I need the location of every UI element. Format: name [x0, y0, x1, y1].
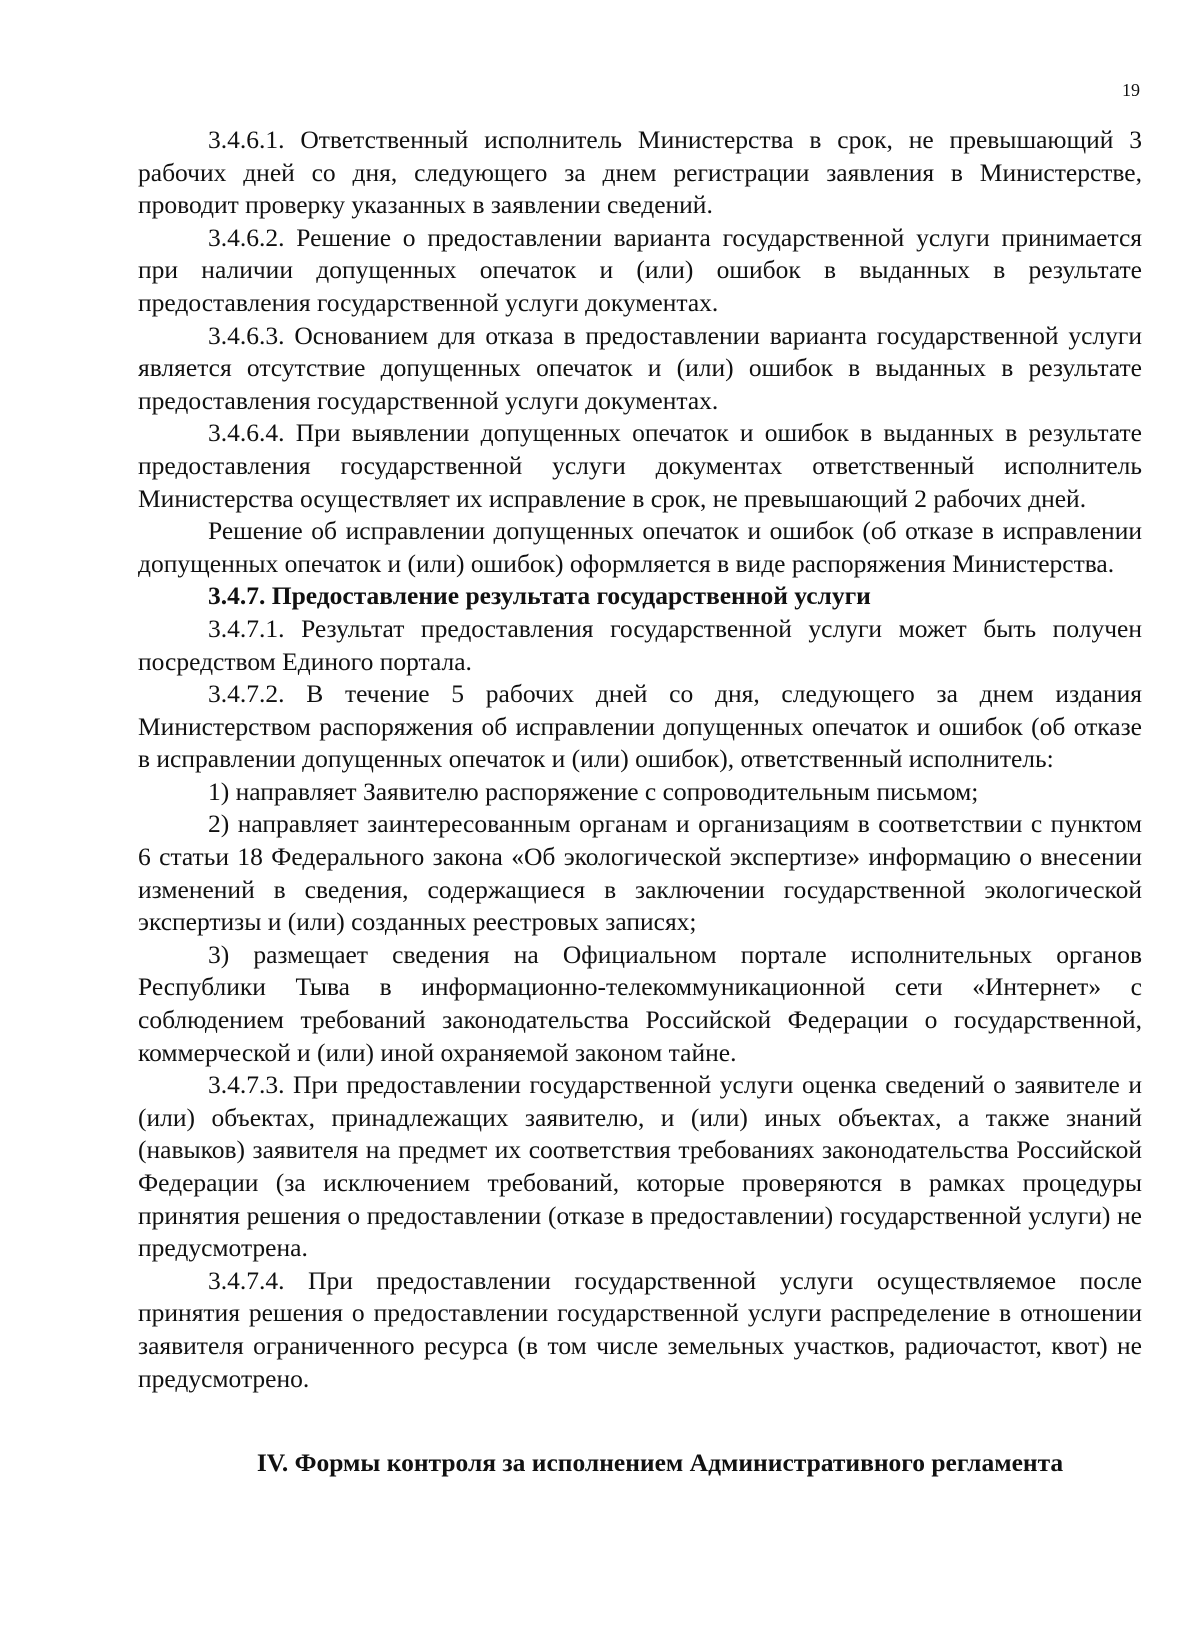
paragraph-correction-decision: Решение об исправлении допущенных опечаток и ошибок (об отказе в исправлении допущенных опечаток и (или) ошибок) оформляется в виде распоряжения Министерства. — [138, 516, 1142, 578]
paragraph-3-4-6-1: 3.4.6.1. Ответственный исполнитель Министерства в срок, не превышающий 3 рабочих дней со дня, следующего за днем регистрации заявления в Министерстве, проводит проверку указанных в заявлении сведений. — [138, 125, 1142, 220]
paragraph-3-4-6-4: 3.4.6.4. При выявлении допущенных опечаток и ошибок в выданных в результате предоставления государственной услуги документах ответственный исполнитель Министерства осуществляет их исправление в срок, не превышающий 2 рабочих дней. — [138, 418, 1142, 513]
document-body — [138, 124, 1142, 1480]
paragraph-3-4-6-3: 3.4.6.3. Основанием для отказа в предоставлении варианта государственной услуги является отсутствие допущенных опечаток и (или) ошибок в выданных в результате предоставления государственной услуги документах. — [138, 320, 1142, 415]
list-item-3: 3) размещает сведения на Официальном портале исполнительных органов Республики Тыва в информационно-телекоммуникационной сети «Интернет» с соблюдением требований законодательства Российской Федерации о государственной, коммерческой и (или) иной охраняемой законом тайне. — [138, 939, 1142, 1067]
list-item-1: 1) направляет Заявителю распоряжение с сопроводительным письмом; — [208, 776, 979, 806]
section-heading-iv: IV. Формы контроля за исполнением Административного регламента — [256, 1448, 1064, 1478]
paragraph-3-4-7-3: 3.4.7.3. При предоставлении государственной услуги оценка сведений о заявителе и (или) объектах, принадлежащих заявителю, и (или) иных объектах, а также знаний (навыков) заявителя на предмет их соответствия требованиях законодательства Российской Федерации (за исключением требований, которые проверяются в рамках процедуры принятия решения о предоставлении (отказе в предоставлении) государственной услуги) не предусмотрена. — [138, 1070, 1142, 1263]
subheading-3-4-7: 3.4.7. Предоставление результата государственной услуги — [208, 581, 871, 611]
list-item-2: 2) направляет заинтересованным органам и организациям в соответствии с пунктом 6 статьи 18 Федерального закона «Об экологической экспертизе» информацию о внесении изменений в сведения, содержащиеся в заключении государственной экологической экспертизы и (или) созданных реестровых записях; — [138, 809, 1142, 937]
paragraph-3-4-7-1: 3.4.7.1. Результат предоставления государственной услуги может быть получен посредством Единого портала. — [138, 613, 1142, 676]
paragraph-3-4-6-2: 3.4.6.2. Решение о предоставлении варианта государственной услуги принимается при наличии допущенных опечаток и (или) ошибок в выданных в результате предоставления государственной услуги документах. — [138, 222, 1142, 317]
paragraph-3-4-7-2: 3.4.7.2. В течение 5 рабочих дней со дня, следующего за днем издания Министерством распоряжения об исправлении допущенных опечаток и ошибок (об отказе в исправлении допущенных опечаток и (или) ошибок), ответственный исполнитель: — [138, 679, 1142, 774]
page-number: 19 — [1122, 80, 1140, 100]
paragraph-3-4-7-4: 3.4.7.4. При предоставлении государственной услуги осуществляемое после принятия решения о предоставлении государственной услуги распределение в отношении заявителя ограниченного ресурса (в том числе земельных участков, радиочастот, квот) не предусмотрено. — [138, 1265, 1142, 1393]
